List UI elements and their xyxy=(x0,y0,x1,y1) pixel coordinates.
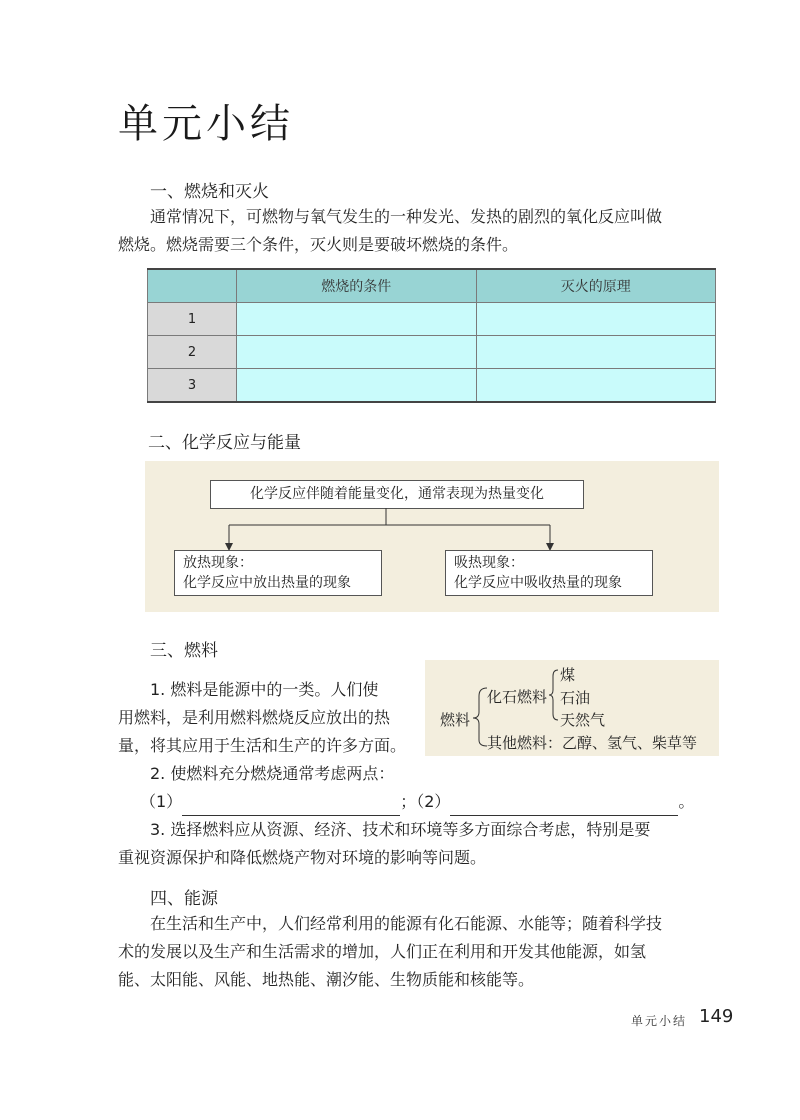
section3-heading: 三、燃料 xyxy=(150,641,218,661)
fossil-fuel-label: 化石燃料 xyxy=(487,688,548,706)
section3-p3-line1: 3. 选择燃料应从资源、经济、技术和环境等多方面综合考虑，特别是要 xyxy=(150,820,651,839)
condition-cell[interactable] xyxy=(237,303,477,336)
combustion-table xyxy=(147,268,716,403)
table-row xyxy=(148,336,716,369)
blank2-label: （2） xyxy=(416,792,451,811)
section4-heading: 四、能源 xyxy=(150,889,218,909)
blank1-label: （1） xyxy=(140,792,183,811)
row-number: 1 xyxy=(148,303,237,336)
exothermic-desc: 化学反应中放出热量的现象 xyxy=(183,575,351,591)
fuel-root: 燃料 xyxy=(440,711,471,729)
row-number: 3 xyxy=(148,369,237,403)
section1-heading: 一、燃烧和灭火 xyxy=(150,182,269,202)
row-number: 2 xyxy=(148,336,237,369)
table-header-blank xyxy=(148,269,237,303)
section3-p2: 2. 使燃料充分燃烧通常考虑两点： xyxy=(150,764,395,783)
table-row xyxy=(148,369,716,403)
blank-end: 。 xyxy=(678,792,695,811)
fuel-diagram xyxy=(425,660,719,756)
page-number: 149 xyxy=(699,1006,734,1027)
endothermic-box xyxy=(445,550,653,596)
fossil-item-coal: 煤 xyxy=(560,666,576,684)
blank-separator: ； xyxy=(400,792,417,811)
section4-line1: 在生活和生产中，人们经常利用的能源有化石能源、水能等；随着科学技 xyxy=(150,914,663,933)
fossil-item-oil: 石油 xyxy=(560,689,591,707)
exothermic-title: 放热现象： xyxy=(183,555,253,571)
table-header-conditions: 燃烧的条件 xyxy=(237,269,477,303)
footer-label: 单元小结 xyxy=(631,1014,688,1028)
answer-blank-1[interactable] xyxy=(182,797,400,816)
section2-heading: 二、化学反应与能量 xyxy=(148,433,301,453)
section1-line1: 通常情况下，可燃物与氧气发生的一种发光、发热的剧烈的氧化反应叫做 xyxy=(150,207,663,226)
section4-line2: 术的发展以及生产和生活需求的增加，人们正在利用和开发其他能源，如氢 xyxy=(118,942,647,961)
energy-diagram xyxy=(145,461,719,612)
section3-p1-line3: 量，将其应用于生活和生产的许多方面。 xyxy=(118,736,407,755)
section3-p1-line2: 用燃料，是利用燃料燃烧反应放出的热 xyxy=(118,708,391,727)
principle-cell[interactable] xyxy=(476,369,716,403)
blank-line xyxy=(140,788,694,816)
fossil-item-gas: 天然气 xyxy=(560,711,606,729)
principle-cell[interactable] xyxy=(476,336,716,369)
endothermic-desc: 化学反应中吸收热量的现象 xyxy=(454,575,622,591)
energy-top-box: 化学反应伴随着能量变化，通常表现为热量变化 xyxy=(210,480,584,509)
section4-line3: 能、太阳能、风能、地热能、潮汐能、生物质能和核能等。 xyxy=(118,970,535,989)
principle-cell[interactable] xyxy=(476,303,716,336)
table-row xyxy=(148,303,716,336)
condition-cell[interactable] xyxy=(237,336,477,369)
page-title: 单元小结 xyxy=(118,101,294,147)
table-header-row xyxy=(148,269,716,303)
table-header-principles: 灭火的原理 xyxy=(476,269,716,303)
endothermic-title: 吸热现象： xyxy=(454,555,524,571)
answer-blank-2[interactable] xyxy=(450,797,678,816)
section1-line2: 燃烧。燃烧需要三个条件，灭火则是要破坏燃烧的条件。 xyxy=(118,235,519,254)
condition-cell[interactable] xyxy=(237,369,477,403)
other-fuels: 其他燃料：乙醇、氢气、柴草等 xyxy=(487,734,698,752)
section3-p1-line1: 1. 燃料是能源中的一类。人们使 xyxy=(150,680,379,699)
section3-p3-line2: 重视资源保护和降低燃烧产物对环境的影响等问题。 xyxy=(118,848,487,867)
exothermic-box xyxy=(174,550,382,596)
